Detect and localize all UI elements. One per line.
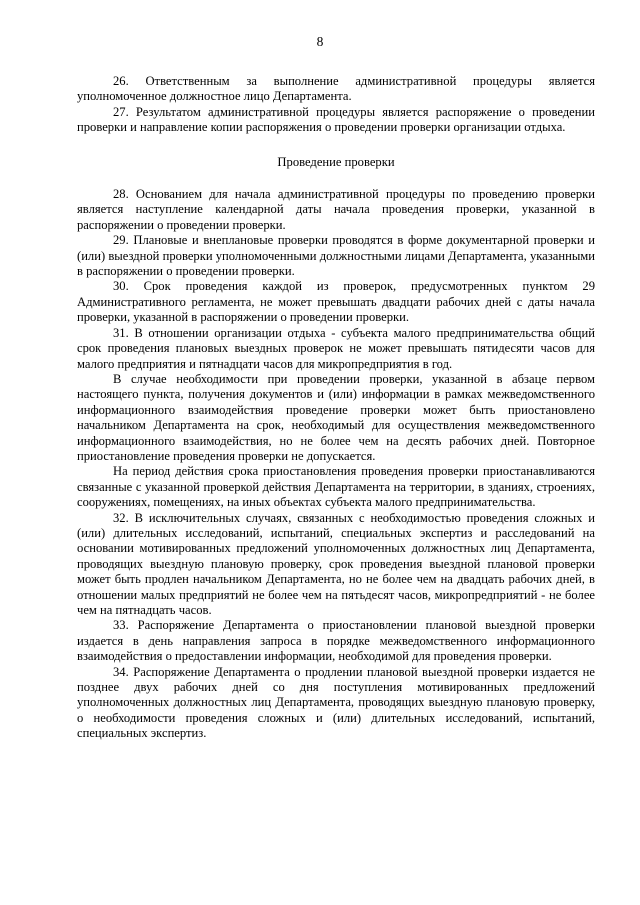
- paragraph-33: 33. Распоряжение Департамента о приостановлении плановой выездной проверки издается в день направления запроса в порядке межведомственного информационного взаимодействия о предоставлении информации, необходимой для проведения проверки.: [77, 618, 595, 664]
- paragraph-27: 27. Результатом административной процедуры является распоряжение о проведении проверки и направление копии распоряжения о проведении проверки организации отдыха.: [77, 104, 595, 135]
- paragraph-32: 32. В исключительных случаях, связанных с необходимостью проведения сложных и (или) длительных исследований, испытаний, специальных экспертиз и расследований на основании мотивированных предложений уполномоченных должностных лиц Департамента, проводящих выездную плановую проверку, срок проведения выездной плановой проверки может быть продлен начальником Департамента, но не более чем на двадцать рабочих дней, в отношении малых предприятий не более чем на пятьдесят часов, микропредприятий - не более чем на пятнадцать часов.: [77, 510, 595, 617]
- page-number: 8: [316, 34, 324, 49]
- paragraph-26: 26. Ответственным за выполнение административной процедуры является уполномоченное должностное лицо Департамента.: [77, 74, 595, 104]
- paragraph-31-suspension-period: На период действия срока приостановления проведения проверки приостанавливаются связанные с указанной проверкой действия Департамента на территории, в зданиях, строениях, сооружениях, помещениях, на иных объектах субъекта малого предпринимательства.: [77, 464, 595, 510]
- paragraph-34: 34. Распоряжение Департамента о продлении плановой выездной проверки издается не позднее двух рабочих дней со дня поступления мотивированных предложений уполномоченных должностных лиц Департамента, проводящих выездную плановую проверку, о необходимости проведения сложных и (или) длительных исследований, испытаний, специальных экспертиз.: [77, 664, 595, 741]
- paragraph-28: 28. Основанием для начала административной процедуры по проведению проверки является наступление календарной даты начала проведения проверки, указанной в распоряжении о проведении проверки.: [77, 187, 595, 232]
- paragraph-31: 31. В отношении организации отдыха - субъекта малого предпринимательства общий срок проведения плановых выездных проверок не может превышать пятидесяти часов для малого предприятия и пятнадцати часов для микропредприятия в год.: [77, 325, 595, 371]
- document-body: [77, 74, 595, 742]
- paragraph-29: 29. Плановые и внеплановые проверки проводятся в форме документарной проверки и (или) выездной проверки уполномоченными должностными лицами Департамента, указанными в распоряжении о проведении проверки.: [77, 233, 595, 279]
- paragraph-30: 30. Срок проведения каждой из проверок, предусмотренных пунктом 29 Административного регламента, не может превышать двадцати рабочих дней с даты начала проверки, указанной в распоряжении о проведении проверки.: [77, 279, 595, 325]
- section-heading: Проведение проверки: [277, 154, 395, 169]
- paragraph-31-suspension: В случае необходимости при проведении проверки, указанной в абзаце первом настоящего пункта, получения документов и (или) информации в рамках межведомственного информационного взаимодействия проведение проверки может быть приостановлено начальником Департамента на срок, необходимый для осуществления межведомственного информационного взаимодействия, но не более чем на десять рабочих дней. Повторное приостановление проведения проверки не допускается.: [77, 371, 595, 463]
